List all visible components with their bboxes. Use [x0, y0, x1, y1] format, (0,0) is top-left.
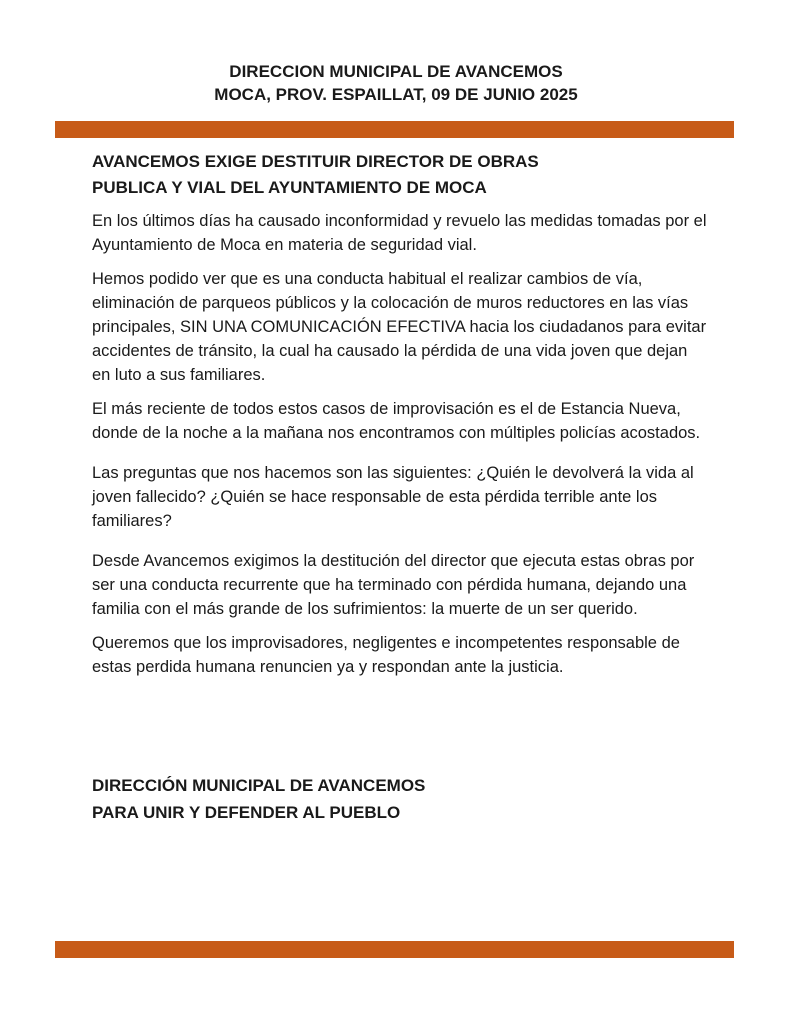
- paragraph: Las preguntas que nos hacemos son las siguientes: ¿Quién le devolverá la vida al joven fallecido? ¿Quién se hace responsable de esta pérdida terrible ante los familiares?: [92, 464, 694, 530]
- signature-block: [92, 772, 712, 826]
- bottom-accent-bar: [55, 941, 734, 958]
- paragraph: Queremos que los improvisadores, negligentes e incompetentes responsable de estas perdida humana renuncien ya y respondan ante la justicia.: [92, 634, 680, 676]
- top-accent-bar: [55, 121, 734, 138]
- header-location-date: MOCA, PROV. ESPAILLAT, 09 DE JUNIO 2025: [214, 85, 578, 104]
- signature-line-1: DIRECCIÓN MUNICIPAL DE AVANCEMOS: [92, 776, 426, 795]
- press-release-body: [92, 209, 707, 689]
- signature-line-2: PARA UNIR Y DEFENDER AL PUEBLO: [92, 803, 401, 822]
- press-release-title: [92, 149, 712, 201]
- document-header: [0, 60, 792, 106]
- paragraph: Hemos podido ver que es una conducta habitual el realizar cambios de vía, eliminación de parqueos públicos y la colocación de muros reductores en las vías principales, SIN UNA COMUNICACIÓN EFECTIVA hacia los ciudadanos para evitar accidentes de tránsito, la cual ha causado la pérdida de una vida joven que dejan en luto a sus familiares.: [92, 270, 707, 384]
- paragraph: El más reciente de todos estos casos de improvisación es el de Estancia Nueva, donde de la noche a la mañana nos encontramos con múltiples policías acostados.: [92, 400, 701, 442]
- header-organization: DIRECCION MUNICIPAL DE AVANCEMOS: [229, 62, 563, 81]
- paragraph: En los últimos días ha causado inconformidad y revuelo las medidas tomadas por el Ayuntamiento de Moca en materia de seguridad vial.: [92, 212, 707, 254]
- paragraph: Desde Avancemos exigimos la destitución del director que ejecuta estas obras por ser una conducta recurrente que ha terminado con pérdida humana, dejando una familia con el más grande de los sufrimientos: la muerte de un ser querido.: [92, 552, 695, 618]
- title-line-2: PUBLICA Y VIAL DEL AYUNTAMIENTO DE MOCA: [92, 178, 487, 197]
- title-line-1: AVANCEMOS EXIGE DESTITUIR DIRECTOR DE OBRAS: [92, 152, 539, 171]
